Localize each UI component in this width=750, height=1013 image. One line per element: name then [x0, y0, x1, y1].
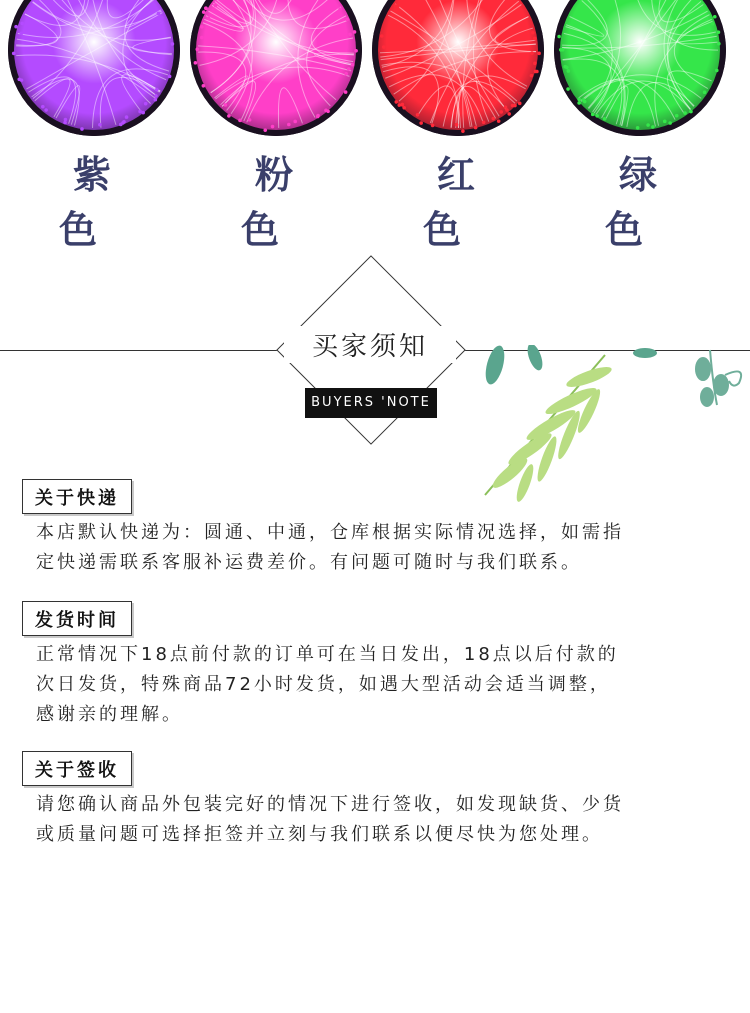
notice-subtitle-tag: BUYERS 'NOTE	[305, 388, 437, 418]
section-receiving	[22, 751, 722, 850]
section-title: 发货时间	[22, 601, 132, 636]
section-body: 正常情况下18点前付款的订单可在当日发出，18点以后付款的 次日发货，特殊商品72小时发货，如遇大型活动会适当调整， 感谢亲的理解。	[36, 644, 619, 725]
section-shipping	[22, 479, 722, 578]
purple-light-ball-image	[8, 0, 180, 136]
notice-title: 买家须知	[284, 326, 456, 363]
section-title: 关于快递	[22, 479, 132, 514]
color-swatch-row	[0, 0, 750, 252]
section-title: 关于签收	[22, 751, 132, 786]
section-body: 本店默认快递为：圆通、中通，仓库根据实际情况选择，如需指 定快递需联系客服补运费差价。有问题可随时与我们联系。	[36, 522, 624, 573]
section-delivery-time	[22, 601, 722, 730]
green-light-ball-image	[554, 0, 726, 136]
red-light-ball-image	[372, 0, 544, 136]
pink-light-ball-image	[190, 0, 362, 136]
color-label-pink: 粉 色	[240, 153, 321, 252]
section-body: 请您确认商品外包装完好的情况下进行签收，如发现缺货、少货 或质量问题可选择拒签并立刻与我们联系以便尽快为您处理。	[36, 794, 624, 845]
color-label-purple: 紫 色	[58, 153, 139, 252]
color-label-green: 绿 色	[604, 153, 685, 252]
color-label-red: 红 色	[422, 153, 503, 252]
